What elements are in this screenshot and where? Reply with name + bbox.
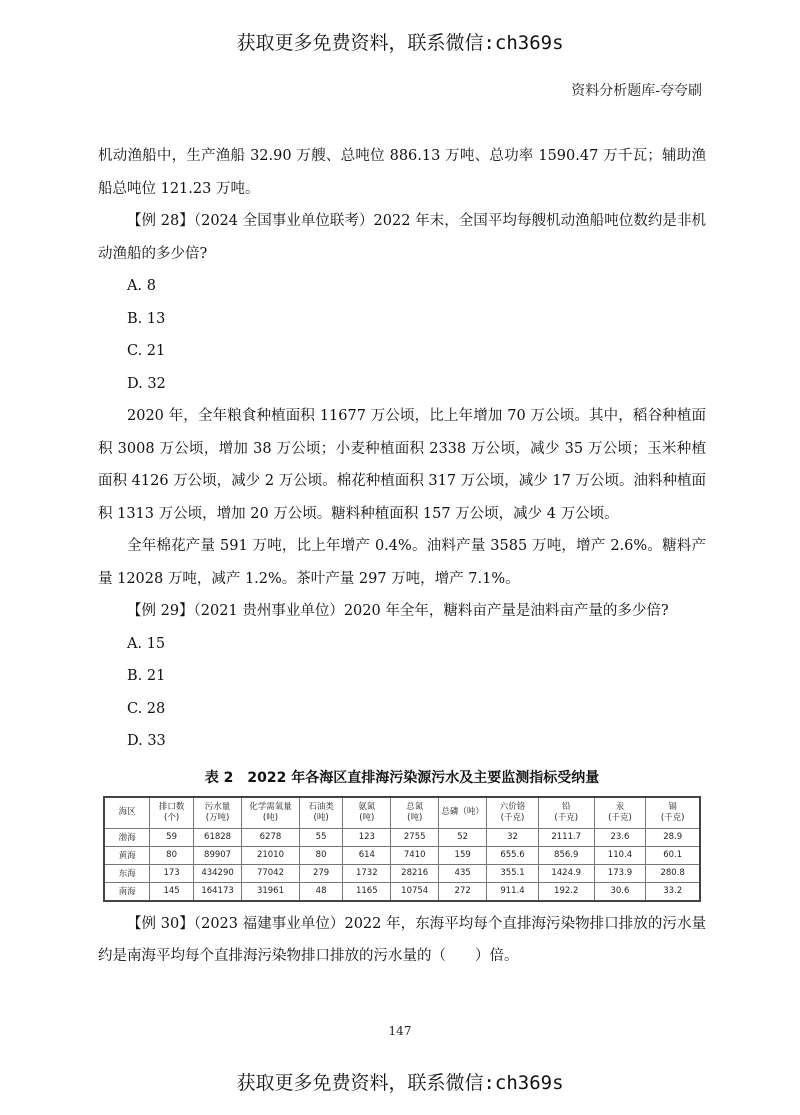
table-cell: 80 — [150, 846, 194, 864]
table-cell: 89907 — [193, 846, 241, 864]
table-cell: 28.9 — [646, 828, 700, 846]
table-cell: 355.1 — [487, 864, 539, 882]
table-cell: 434290 — [193, 864, 241, 882]
table-cell: 55 — [299, 828, 343, 846]
pollution-table — [103, 796, 701, 902]
page-number: 147 — [388, 1024, 412, 1038]
table-cell: 渤海 — [104, 828, 150, 846]
table-cell: 1732 — [343, 864, 391, 882]
table-cell: 31961 — [242, 882, 300, 901]
example-29-option-c: C. 28 — [127, 700, 166, 717]
table-cell: 1165 — [343, 882, 391, 901]
table-row-nanhai — [104, 882, 700, 901]
table-cell: 东海 — [104, 864, 150, 882]
table-cell: 145 — [150, 882, 194, 901]
example-28-question: 【例 28】（2024 全国事业单位联考）2022 年末，全国平均每艘机动渔船吨位数约是非机动渔船的多少倍? — [98, 213, 706, 262]
header-ammonia: 氨氮 (吨) — [343, 797, 391, 829]
page-subtitle: 资料分析题库-夸夸刷 — [571, 83, 702, 99]
table-header-row — [104, 797, 700, 829]
table-cell: 2111.7 — [538, 828, 594, 846]
table-cell: 856.9 — [538, 846, 594, 864]
page-content — [98, 140, 706, 973]
table-cell: 164173 — [193, 882, 241, 901]
header-total-phosphorus: 总磷（吨） — [439, 797, 487, 829]
header-petroleum: 石油类 (吨) — [299, 797, 343, 829]
paragraph-crop-area: 2020 年，全年粮食种植面积 11677 万公顷，比上年增加 70 万公顷。其中，稻谷种植面积 3008 万公顷，增加 38 万公顷；小麦种植面积 2338 万公顷，减少 35 万公顷；玉米种植面积 4126 万公顷，减少 2 万公顷。棉花种植面积 317 万公顷，减少 17 万公顷。油料种植面积 1313 万公顷，增加 20 万公顷。糖料种植面积 157 万公顷，减少 4 万公顷。 — [98, 408, 706, 522]
top-banner: 获取更多免费资料，联系微信:ch369s — [236, 32, 564, 54]
table-cell: 123 — [343, 828, 391, 846]
table-title: 表 2 2022 年各海区直排海污染源污水及主要监测指标受纳量 — [204, 769, 600, 786]
table-cell: 21010 — [242, 846, 300, 864]
example-28-option-d: D. 32 — [127, 375, 166, 392]
table-cell: 30.6 — [594, 882, 646, 901]
table-cell: 159 — [439, 846, 487, 864]
table-cell: 911.4 — [487, 882, 539, 901]
table-cell: 77042 — [242, 864, 300, 882]
header-sewage-volume: 污水量 (万吨) — [193, 797, 241, 829]
header-lead: 铅 (千克) — [538, 797, 594, 829]
table-cell: 48 — [299, 882, 343, 901]
example-28-option-a: A. 8 — [127, 278, 156, 294]
table-cell: 60.1 — [646, 846, 700, 864]
bottom-banner: 获取更多免费资料，联系微信:ch369s — [236, 1072, 564, 1094]
table-cell: 23.6 — [594, 828, 646, 846]
table-row-donghai — [104, 864, 700, 882]
table-cell: 272 — [439, 882, 487, 901]
table-cell: 61828 — [193, 828, 241, 846]
table-cell: 33.2 — [646, 882, 700, 901]
header-outlet-count: 排口数 (个) — [150, 797, 194, 829]
table-cell: 173 — [150, 864, 194, 882]
table-cell: 59 — [150, 828, 194, 846]
table-cell: 32 — [487, 828, 539, 846]
table-cell: 280.8 — [646, 864, 700, 882]
table-cell: 7410 — [391, 846, 439, 864]
header-total-nitrogen: 总氮 (吨) — [391, 797, 439, 829]
table-cell: 6278 — [242, 828, 300, 846]
table-cell: 110.4 — [594, 846, 646, 864]
table-cell: 614 — [343, 846, 391, 864]
example-29-option-d: D. 33 — [127, 733, 166, 749]
table-cell: 28216 — [391, 864, 439, 882]
table-cell: 黄海 — [104, 846, 150, 864]
table-cell: 192.2 — [538, 882, 594, 901]
table-cell: 南海 — [104, 882, 150, 901]
table-cell: 279 — [299, 864, 343, 882]
header-mercury: 汞 (千克) — [594, 797, 646, 829]
example-28-option-c: C. 21 — [127, 343, 166, 359]
table-cell: 80 — [299, 846, 343, 864]
example-30-question: 【例 30】（2023 福建事业单位）2022 年，东海平均每个直排海污染物排口排放的污水量约是南海平均每个直排海污染物排口排放的污水量的（ ）倍。 — [98, 915, 706, 964]
table-cell: 173.9 — [594, 864, 646, 882]
table-row-huanghai — [104, 846, 700, 864]
table-row-bohai — [104, 828, 700, 846]
example-29-question: 【例 29】（2021 贵州事业单位）2020 年全年，糖料亩产量是油料亩产量的多少倍? — [127, 603, 669, 619]
table-cell: 2755 — [391, 828, 439, 846]
paragraph-crop-output: 全年棉花产量 591 万吨，比上年增产 0.4%。油料产量 3585 万吨，增产 2.6%。糖料产量 12028 万吨，减产 1.2%。茶叶产量 297 万吨，增产 7.1%。 — [98, 538, 706, 587]
example-28-option-b: B. 13 — [127, 310, 166, 327]
example-29-option-a: A. 15 — [127, 635, 166, 652]
table-cell: 10754 — [391, 882, 439, 901]
header-cadmium: 镉 (千克) — [646, 797, 700, 829]
table-cell: 655.6 — [487, 846, 539, 864]
table-cell: 1424.9 — [538, 864, 594, 882]
table-cell: 52 — [439, 828, 487, 846]
header-cod: 化学需氧量 (吨) — [242, 797, 300, 829]
header-chromium: 六价铬 (千克) — [487, 797, 539, 829]
table-cell: 435 — [439, 864, 487, 882]
header-sea-area: 海区 — [104, 797, 150, 829]
example-29-option-b: B. 21 — [127, 668, 166, 684]
paragraph-fishing-boats: 机动渔船中，生产渔船 32.90 万艘、总吨位 886.13 万吨、总功率 1590.47 万千瓦；辅助渔船总吨位 121.23 万吨。 — [98, 148, 706, 197]
